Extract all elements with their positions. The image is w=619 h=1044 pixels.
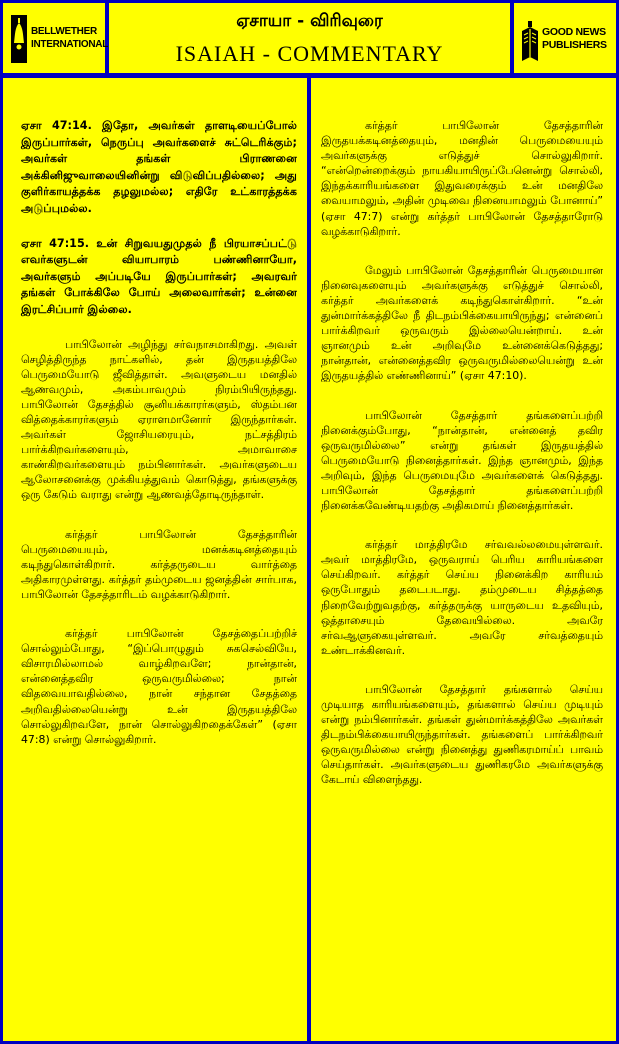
- commentary-paragraph: பாபிலோன் தேசத்தார் தங்களைப்பற்றி நினைக்கும்போது, “நான்தான், என்னைத் தவிர ஒருவருமில்லை” என்று தங்கள் இருதயத்தில் பெருமையோடு நினைத்தார்கள். இந்த ஞானமும், இந்த அறிவும், இந்த பெருமையுமே அவர்களைக் கெடுத்தது. பாபிலோன் தேசத்தார் தங்களைப்பற்றி நினைக்கவேண்டியதற்கு அதிகமாய் நினைத்தார்கள்.: [321, 408, 603, 513]
- logo-line-1: BELLWETHER: [31, 26, 97, 37]
- header-right-logo-panel: [514, 3, 616, 73]
- logo-line-1: GOOD NEWS: [542, 26, 606, 38]
- commentary-paragraph: மேலும் பாபிலோன் தேசத்தாரின் பெருமையான நினைவுகளையும் அவர்களுக்கு எடுத்துச் சொல்லி, கர்த்தர் அவர்களைக் கடிந்துகொள்கிறார். “உன் துன்மார்க்கத்திலே நீ திடநம்பிக்கையாயிருந்து; என்னைப் பார்க்கிறவர் ஒருவரும் இல்லையென்றாய். உன் ஞானமும் உன் அறிவுமே உன்னைக்கெடுத்தது; நான்தான், என்னைத்தவிர ஒருவருமில்லையென்று உன் இருதயத்தில் எண்ணினாய்” (ஏசா 47:10).: [321, 263, 603, 383]
- commentary-paragraph: கர்த்தர் மாத்திரமே சர்வவல்லமையுள்ளவர். அவர் மாத்திரமே, ஒருவராய் பெரிய காரியங்களை செய்கிறவர். கர்த்தர் செய்ய நினைக்கிற காரியம் ஒருபோதும் தடைபடாது. தம்முடைய சித்தத்தை நிறைவேற்றுவதற்கு, கர்த்தருக்கு யாருடைய உதவியும், ஒத்தாசையும் தேவையில்லை. அவரே சர்வஆளுகையுள்ளவர். அவரே சர்வத்தையும் உண்டாக்கினவர்.: [321, 538, 603, 657]
- page-title-english: ISAIAH - COMMENTARY: [175, 41, 444, 66]
- verse-47-15: ஏசா 47:15. உன் சிறுவயதுமுதல் நீ பிரயாசப்பட்டு எவர்களுடன் வியாபாரம் பண்ணினாயோ, அவர்களும் அப்படியே இருப்பார்கள்; அவரவர் தங்கள் போக்கிலே போய் அலைவார்கள்; உன்னை இரட்சிப்பார் இல்லை.: [21, 236, 297, 316]
- book-icon: [520, 21, 540, 65]
- logo-line-2: INTERNATIONAL: [31, 39, 109, 50]
- page-title-tamil: ஏசாயா - விரிவுரை: [236, 11, 383, 31]
- right-column: [311, 78, 616, 1041]
- commentary-paragraph: பாபிலோன் அழிந்து சர்வநாசமாகிறது. அவள் செழித்திருந்த நாட்களில், தன் இருதயத்திலே பெருமையோடு ஜீவித்தாள். அவளுடைய மனதில் ஆணவமும், அகம்பாவமும் நிரம்பியிருந்தது. பாபிலோன் தேசத்தில் சூனியக்காரர்களும், ஸ்தம்பன வித்தைக்காரர்களும் ஏராளமானோர் இருந்தார்கள். அவர்கள் ஜோசியரையும், நட்சத்திரம் பார்க்கிறவர்களையும், அமாவாசை காண்கிறவர்களையும் நம்பினார்கள். அவர்களுடைய ஆலோசனைக்கு முக்கியத்துவம் கொடுத்து, தங்களுக்கு ஒரு கேடும் வராது என்று ஆணவத்தோடிருந்தாள்.: [21, 337, 297, 502]
- commentary-paragraph: கர்த்தர் பாபிலோன் தேசத்தாரின் பெருமையையும், மனக்கடினத்தையும் கடிந்துகொள்கிறார். கர்த்தருடைய வார்த்தை அதிகாரமுள்ளது. கர்த்தர் தம்முடைய ஜனத்தின் சார்பாக, பாபிலோன் தேசத்தாரிடம் வழக்காடுகிறார்.: [21, 527, 297, 601]
- bellwether-logo: [9, 13, 109, 65]
- header-left-logo-panel: [3, 3, 109, 73]
- good-news-logo: [520, 13, 612, 65]
- left-column: [3, 78, 307, 1041]
- verse-47-14: ஏசா 47:14. இதோ, அவர்கள் தாளடியைப்போல் இருப்பார்கள், நெருப்பு அவர்களைச் சுட்டெரிக்கும்; அவர்கள் தங்கள் பிராணனை அக்கினிஜுவாலையினின்று விடுவிப்பதில்லை; அது குளிர்காயத்தக்க தழலுமல்ல; எதிரே உட்காரத்தக்க அடுப்புமல்ல.: [21, 119, 297, 215]
- bell-icon: [9, 13, 29, 65]
- commentary-paragraph: கர்த்தர் பாபிலோன் தேசத்தாரின் இருதயக்கடினத்தையும், மனதின் பெருமையையும் அவர்களுக்கு எடுத்துச் சொல்லுகிறார். “என்றென்றைக்கும் நாயகியாயிருப்பேனென்று சொல்லி, இந்தக்காரியங்களை இதுவரைக்கும் உன் மனதிலே வையாமலும், அதின் முடிவை நினையாமலும் போனாய்” (ஏசா 47:7) என்று கர்த்தர் பாபிலோன் தேசத்தாரோடு வழக்காடுகிறார்.: [321, 119, 603, 238]
- commentary-paragraph: பாபிலோன் தேசத்தார் தங்களால் செய்ய முடியாத காரியங்களையும், தங்களால் செய்ய முடியும் என்று நம்பினார்கள். தங்கள் துன்மார்க்கத்திலே அவர்கள் திடநம்பிக்கையாயிருந்தார்கள். தங்களைப் பார்க்கிறவர் ஒருவருமில்லை என்று நினைத்து துணிகரமாய்ப் பாவம் செய்தார்கள். அவர்களுடைய துணிகரமே அவர்களுக்கு கேடாய் விளைந்தது.: [321, 682, 603, 787]
- commentary-paragraph: கர்த்தர் பாபிலோன் தேசத்தைப்பற்றிச் சொல்லும்போது, “இப்பொழுதும் சுகசெல்வியே, விசாரமில்லாமல் வாழ்கிறவளே; நான்தான், என்னைத்தவிர ஒருவருமில்லை; நான் விதவையாவதில்லை, நான் சந்தான சேதத்தை அறிவதில்லையென்று உன் இருதயத்திலே சொல்லுகிறவளே, நான் சொல்லுகிறதைக்கேள்” (ஏசா 47:8) என்று சொல்லுகிறார்.: [21, 627, 297, 746]
- header-title-panel: [109, 3, 510, 73]
- logo-line-2: PUBLISHERS: [542, 39, 607, 51]
